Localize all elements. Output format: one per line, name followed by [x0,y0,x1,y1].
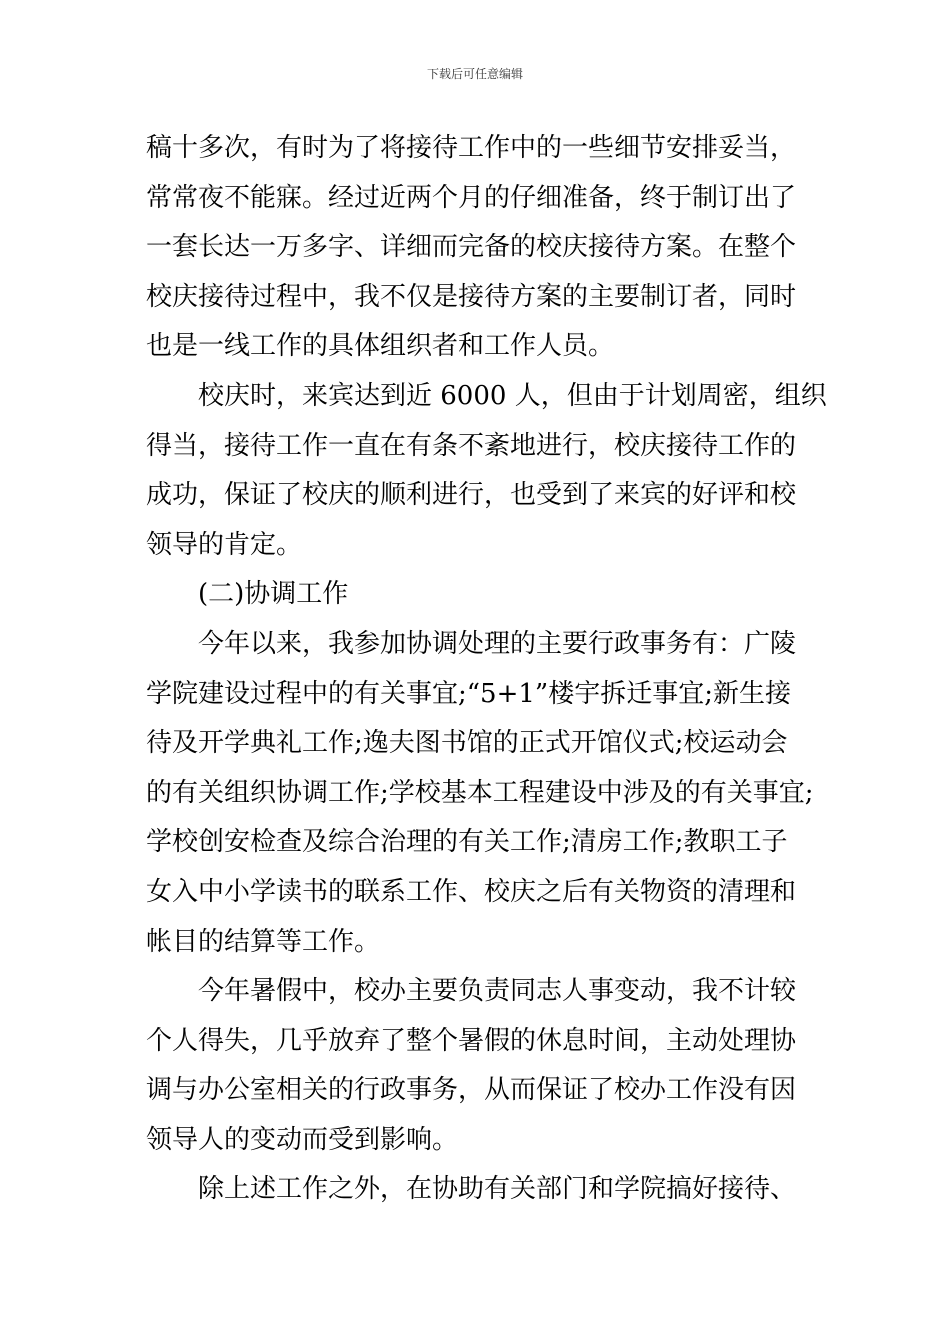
text-line: 调与办公室相关的行政事务，从而保证了校办工作没有因 [146,1075,797,1106]
text-line: 学院建设过程中的有关事宜;“5+1”楼宇拆迁事宜;新生接 [146,678,791,709]
section-heading: (二)协调工作 [198,579,349,610]
text-line: 学校创安检查及综合治理的有关工作;清房工作;教职工子 [146,827,788,858]
text-line: 领导人的变动而受到影响。 [146,1124,459,1155]
text-line: 今年以来，我参加协调处理的主要行政事务有：广陵 [198,628,797,659]
text-line: 待及开学典礼工作;逸夫图书馆的正式开馆仪式;校运动会 [146,728,788,759]
text-line: 个人得失，几乎放弃了整个暑假的休息时间，主动处理协 [146,1025,797,1056]
text-line: 一套长达一万多字、详细而完备的校庆接待方案。在整个 [146,232,797,263]
text-line: 今年暑假中，校办主要负责同志人事变动，我不计较 [198,976,797,1007]
text-line: 领导的肯定。 [146,529,303,560]
text-line: 的有关组织协调工作;学校基本工程建设中涉及的有关事宜; [146,777,814,808]
text-line: 常常夜不能寐。经过近两个月的仔细准备，终于制订出了 [146,182,797,213]
text-line: 女入中小学读书的联系工作、校庆之后有关物资的清理和 [146,876,797,907]
page-header: 下载后可任意编辑 [426,67,523,81]
text-line: 稿十多次，有时为了将接待工作中的一些细节安排妥当， [146,133,797,163]
text-line: 成功，保证了校庆的顺利进行，也受到了来宾的好评和校 [146,480,797,511]
document-body [146,124,836,1215]
text-line: 得当，接待工作一直在有条不紊地进行，校庆接待工作的 [146,430,797,461]
text-line: 除上述工作之外，在协助有关部门和学院搞好接待、 [198,1174,797,1205]
text-line: 也是一线工作的具体组织者和工作人员。 [146,331,615,362]
text-line: 校庆接待过程中，我不仅是接待方案的主要制订者，同时 [146,281,797,312]
text-line: 帐目的结算等工作。 [146,926,381,957]
text-line: 校庆时，来宾达到近 6000 人，但由于计划周密，组织 [198,380,827,411]
